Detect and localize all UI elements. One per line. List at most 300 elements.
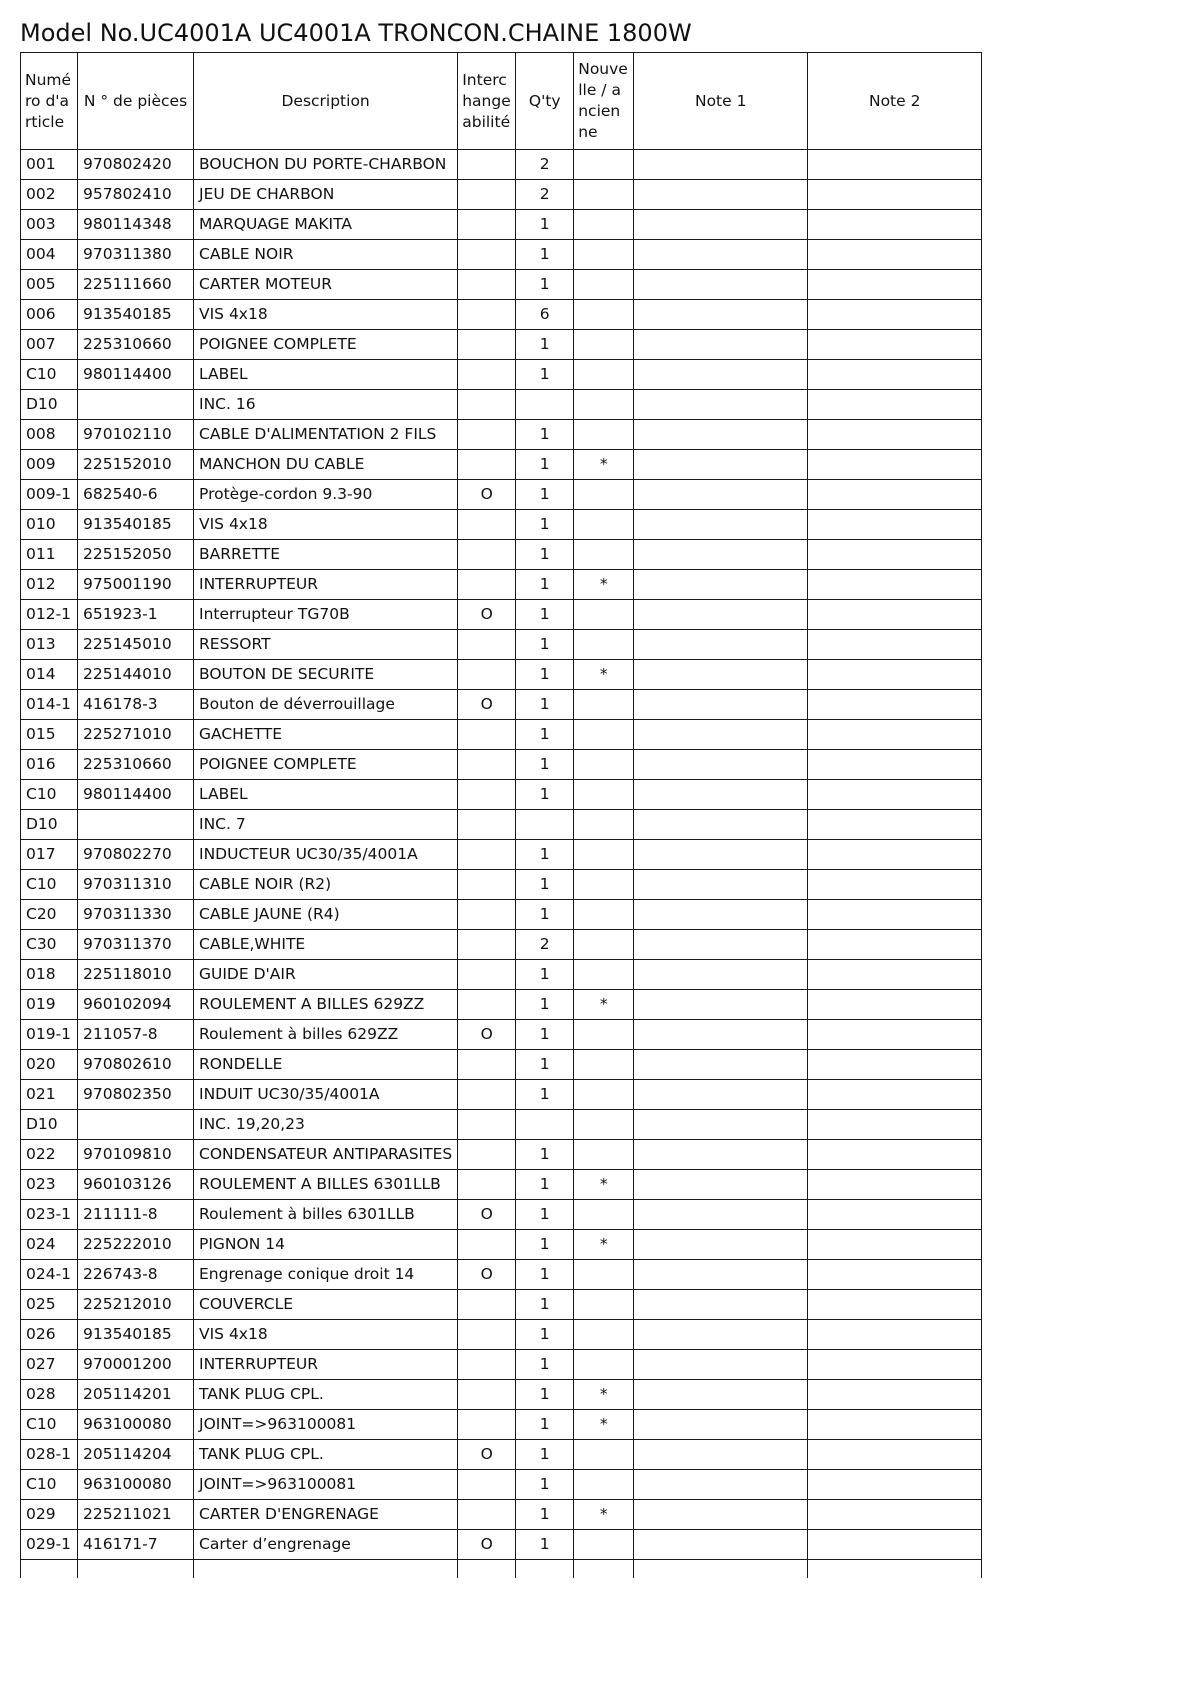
table-row	[21, 480, 982, 510]
interchangeability-cell	[458, 1350, 516, 1380]
interchangeability-cell	[458, 1170, 516, 1200]
item-number-cell: 014-1	[21, 690, 78, 720]
new-old-cell	[574, 1140, 634, 1170]
part-number-cell: 980114348	[78, 210, 194, 240]
new-old-cell: *	[574, 1380, 634, 1410]
quantity-cell: 1	[516, 1530, 574, 1560]
new-old-cell	[574, 1470, 634, 1500]
interchangeability-cell	[458, 660, 516, 690]
part-number-cell: 225211021	[78, 1500, 194, 1530]
quantity-cell: 1	[516, 840, 574, 870]
item-number-cell: 019-1	[21, 1020, 78, 1050]
interchangeability-cell	[458, 900, 516, 930]
note-1-cell	[634, 690, 808, 720]
interchangeability-cell: O	[458, 1440, 516, 1470]
new-old-cell	[574, 300, 634, 330]
note-1-cell	[634, 930, 808, 960]
quantity-cell: 1	[516, 750, 574, 780]
item-number-cell: 028-1	[21, 1440, 78, 1470]
note-2-cell	[808, 330, 982, 360]
quantity-cell: 1	[516, 330, 574, 360]
table-row	[21, 1500, 982, 1530]
table-row	[21, 660, 982, 690]
description-cell: RESSORT	[194, 630, 458, 660]
table-row	[21, 1530, 982, 1560]
part-number-cell: 970311330	[78, 900, 194, 930]
item-number-cell: 027	[21, 1350, 78, 1380]
part-number-cell: 225222010	[78, 1230, 194, 1260]
interchangeability-cell	[458, 420, 516, 450]
note-1-cell	[634, 630, 808, 660]
quantity-cell: 1	[516, 210, 574, 240]
description-cell: VIS 4x18	[194, 510, 458, 540]
description-cell: COUVERCLE	[194, 1290, 458, 1320]
description-cell: POIGNEE COMPLETE	[194, 750, 458, 780]
note-2-cell	[808, 630, 982, 660]
quantity-cell: 1	[516, 420, 574, 450]
note-2-cell	[808, 810, 982, 840]
description-cell: MANCHON DU CABLE	[194, 450, 458, 480]
part-number-cell: 225145010	[78, 630, 194, 660]
interchangeability-cell	[458, 210, 516, 240]
table-row	[21, 870, 982, 900]
description-cell: Roulement à billes 6301LLB	[194, 1200, 458, 1230]
part-number-cell: 651923-1	[78, 600, 194, 630]
part-number-cell: 970311380	[78, 240, 194, 270]
table-row	[21, 690, 982, 720]
new-old-cell	[574, 150, 634, 180]
table-row	[21, 240, 982, 270]
new-old-cell	[574, 810, 634, 840]
table-row	[21, 600, 982, 630]
quantity-cell: 1	[516, 600, 574, 630]
part-number-cell: 970102110	[78, 420, 194, 450]
empty-cell	[78, 1560, 194, 1579]
item-number-cell: 008	[21, 420, 78, 450]
new-old-cell	[574, 1110, 634, 1140]
table-row	[21, 1350, 982, 1380]
quantity-cell	[516, 390, 574, 420]
note-1-cell	[634, 1500, 808, 1530]
note-1-cell	[634, 810, 808, 840]
note-1-cell	[634, 660, 808, 690]
note-1-cell	[634, 1350, 808, 1380]
table-row	[21, 1320, 982, 1350]
header-note-2: Note 2	[808, 53, 982, 150]
parts-table	[20, 52, 982, 1578]
note-2-cell	[808, 420, 982, 450]
quantity-cell: 1	[516, 1440, 574, 1470]
table-row	[21, 570, 982, 600]
table-row	[21, 420, 982, 450]
part-number-cell: 970109810	[78, 1140, 194, 1170]
table-row	[21, 1140, 982, 1170]
item-number-cell: 011	[21, 540, 78, 570]
quantity-cell: 1	[516, 1380, 574, 1410]
part-number-cell: 970001200	[78, 1350, 194, 1380]
note-2-cell	[808, 930, 982, 960]
note-2-cell	[808, 1170, 982, 1200]
description-cell: PIGNON 14	[194, 1230, 458, 1260]
table-row	[21, 1440, 982, 1470]
note-1-cell	[634, 1020, 808, 1050]
note-2-cell	[808, 570, 982, 600]
item-number-cell: 021	[21, 1080, 78, 1110]
quantity-cell: 1	[516, 1260, 574, 1290]
table-row	[21, 450, 982, 480]
quantity-cell: 1	[516, 1290, 574, 1320]
part-number-cell	[78, 1110, 194, 1140]
item-number-cell: 015	[21, 720, 78, 750]
interchangeability-cell	[458, 1380, 516, 1410]
interchangeability-cell	[458, 870, 516, 900]
interchangeability-cell	[458, 510, 516, 540]
item-number-cell: 017	[21, 840, 78, 870]
quantity-cell: 1	[516, 1320, 574, 1350]
interchangeability-cell	[458, 750, 516, 780]
quantity-cell: 1	[516, 690, 574, 720]
part-number-cell: 225310660	[78, 330, 194, 360]
item-number-cell: 023	[21, 1170, 78, 1200]
new-old-cell	[574, 480, 634, 510]
description-cell: RONDELLE	[194, 1050, 458, 1080]
item-number-cell: 023-1	[21, 1200, 78, 1230]
interchangeability-cell	[458, 810, 516, 840]
note-1-cell	[634, 1410, 808, 1440]
item-number-cell: C20	[21, 900, 78, 930]
table-row	[21, 1200, 982, 1230]
note-2-cell	[808, 1050, 982, 1080]
note-2-cell	[808, 690, 982, 720]
quantity-cell: 1	[516, 900, 574, 930]
note-2-cell	[808, 480, 982, 510]
note-1-cell	[634, 570, 808, 600]
note-2-cell	[808, 300, 982, 330]
description-cell: CARTER D'ENGRENAGE	[194, 1500, 458, 1530]
part-number-cell: 970802270	[78, 840, 194, 870]
quantity-cell: 1	[516, 720, 574, 750]
quantity-cell: 1	[516, 780, 574, 810]
table-row	[21, 1230, 982, 1260]
part-number-cell: 970311370	[78, 930, 194, 960]
new-old-cell	[574, 1260, 634, 1290]
item-number-cell: 007	[21, 330, 78, 360]
note-1-cell	[634, 900, 808, 930]
description-cell: Bouton de déverrouillage	[194, 690, 458, 720]
new-old-cell	[574, 1020, 634, 1050]
quantity-cell: 1	[516, 1170, 574, 1200]
table-row	[21, 180, 982, 210]
item-number-cell: 006	[21, 300, 78, 330]
item-number-cell: 004	[21, 240, 78, 270]
quantity-cell: 1	[516, 450, 574, 480]
note-1-cell	[634, 840, 808, 870]
description-cell: CABLE,WHITE	[194, 930, 458, 960]
note-1-cell	[634, 240, 808, 270]
description-cell: CABLE NOIR (R2)	[194, 870, 458, 900]
description-cell: CABLE NOIR	[194, 240, 458, 270]
item-number-cell: 019	[21, 990, 78, 1020]
interchangeability-cell	[458, 990, 516, 1020]
table-row	[21, 1050, 982, 1080]
item-number-cell: 009-1	[21, 480, 78, 510]
quantity-cell: 6	[516, 300, 574, 330]
note-2-cell	[808, 1290, 982, 1320]
new-old-cell	[574, 360, 634, 390]
empty-cell	[194, 1560, 458, 1579]
description-cell: VIS 4x18	[194, 1320, 458, 1350]
note-2-cell	[808, 360, 982, 390]
description-cell: GUIDE D'AIR	[194, 960, 458, 990]
note-1-cell	[634, 750, 808, 780]
description-cell: JOINT=>963100081	[194, 1410, 458, 1440]
description-cell: ROULEMENT A BILLES 6301LLB	[194, 1170, 458, 1200]
new-old-cell: *	[574, 450, 634, 480]
note-2-cell	[808, 1200, 982, 1230]
interchangeability-cell	[458, 450, 516, 480]
table-row	[21, 1110, 982, 1140]
table-row	[21, 630, 982, 660]
item-number-cell: 012	[21, 570, 78, 600]
interchangeability-cell: O	[458, 600, 516, 630]
part-number-cell: 205114204	[78, 1440, 194, 1470]
description-cell: LABEL	[194, 780, 458, 810]
note-1-cell	[634, 1080, 808, 1110]
new-old-cell	[574, 1080, 634, 1110]
item-number-cell: 024-1	[21, 1260, 78, 1290]
part-number-cell: 963100080	[78, 1410, 194, 1440]
item-number-cell: 029	[21, 1500, 78, 1530]
interchangeability-cell	[458, 930, 516, 960]
new-old-cell	[574, 180, 634, 210]
part-number-cell	[78, 810, 194, 840]
quantity-cell: 2	[516, 180, 574, 210]
note-1-cell	[634, 1050, 808, 1080]
quantity-cell: 1	[516, 1200, 574, 1230]
part-number-cell: 957802410	[78, 180, 194, 210]
interchangeability-cell	[458, 360, 516, 390]
note-2-cell	[808, 720, 982, 750]
item-number-cell: 010	[21, 510, 78, 540]
note-2-cell	[808, 1080, 982, 1110]
note-2-cell	[808, 1440, 982, 1470]
table-row	[21, 1260, 982, 1290]
item-number-cell: 020	[21, 1050, 78, 1080]
note-2-cell	[808, 870, 982, 900]
table-row	[21, 960, 982, 990]
description-cell: MARQUAGE MAKITA	[194, 210, 458, 240]
item-number-cell: 022	[21, 1140, 78, 1170]
table-row	[21, 540, 982, 570]
item-number-cell: 014	[21, 660, 78, 690]
part-number-cell: 416178-3	[78, 690, 194, 720]
description-cell: INC. 19,20,23	[194, 1110, 458, 1140]
description-cell: JEU DE CHARBON	[194, 180, 458, 210]
new-old-cell	[574, 240, 634, 270]
part-number-cell: 975001190	[78, 570, 194, 600]
table-row	[21, 1170, 982, 1200]
header-new-old: Nouvelle / ancienne	[574, 53, 634, 150]
part-number-cell: 913540185	[78, 1320, 194, 1350]
item-number-cell: 016	[21, 750, 78, 780]
note-1-cell	[634, 1230, 808, 1260]
note-2-cell	[808, 1410, 982, 1440]
interchangeability-cell: O	[458, 1020, 516, 1050]
part-number-cell: 960102094	[78, 990, 194, 1020]
part-number-cell: 225111660	[78, 270, 194, 300]
note-1-cell	[634, 540, 808, 570]
interchangeability-cell	[458, 330, 516, 360]
interchangeability-cell	[458, 270, 516, 300]
interchangeability-cell	[458, 540, 516, 570]
quantity-cell: 1	[516, 960, 574, 990]
note-1-cell	[634, 870, 808, 900]
table-row	[21, 810, 982, 840]
table-row	[21, 360, 982, 390]
part-number-cell: 970802350	[78, 1080, 194, 1110]
page-title: Model No.UC4001A UC4001A TRONCON.CHAINE 1800W	[20, 19, 692, 47]
quantity-cell: 1	[516, 1020, 574, 1050]
empty-cell	[808, 1560, 982, 1579]
note-2-cell	[808, 1350, 982, 1380]
empty-cell	[21, 1560, 78, 1579]
note-1-cell	[634, 480, 808, 510]
interchangeability-cell: O	[458, 1530, 516, 1560]
header-quantity: Q'ty	[516, 53, 574, 150]
description-cell: CONDENSATEUR ANTIPARASITES	[194, 1140, 458, 1170]
quantity-cell: 1	[516, 1470, 574, 1500]
empty-cell	[516, 1560, 574, 1579]
item-number-cell: 009	[21, 450, 78, 480]
interchangeability-cell	[458, 1410, 516, 1440]
table-row	[21, 1080, 982, 1110]
new-old-cell	[574, 900, 634, 930]
description-cell: INTERRUPTEUR	[194, 570, 458, 600]
new-old-cell: *	[574, 1170, 634, 1200]
part-number-cell: 211111-8	[78, 1200, 194, 1230]
interchangeability-cell	[458, 1140, 516, 1170]
table-row	[21, 1380, 982, 1410]
note-1-cell	[634, 270, 808, 300]
table-row-continuation	[21, 1560, 982, 1579]
interchangeability-cell	[458, 1050, 516, 1080]
description-cell: ROULEMENT A BILLES 629ZZ	[194, 990, 458, 1020]
note-1-cell	[634, 210, 808, 240]
quantity-cell: 1	[516, 270, 574, 300]
table-row	[21, 1020, 982, 1050]
new-old-cell: *	[574, 1410, 634, 1440]
description-cell: JOINT=>963100081	[194, 1470, 458, 1500]
new-old-cell	[574, 630, 634, 660]
note-2-cell	[808, 750, 982, 780]
interchangeability-cell: O	[458, 690, 516, 720]
interchangeability-cell	[458, 1110, 516, 1140]
quantity-cell: 1	[516, 1230, 574, 1260]
item-number-cell: 026	[21, 1320, 78, 1350]
table-row	[21, 780, 982, 810]
table-row	[21, 990, 982, 1020]
new-old-cell: *	[574, 990, 634, 1020]
description-cell: Roulement à billes 629ZZ	[194, 1020, 458, 1050]
item-number-cell: 001	[21, 150, 78, 180]
interchangeability-cell	[458, 180, 516, 210]
interchangeability-cell	[458, 1470, 516, 1500]
note-1-cell	[634, 180, 808, 210]
note-1-cell	[634, 150, 808, 180]
part-number-cell: 225152010	[78, 450, 194, 480]
quantity-cell: 1	[516, 630, 574, 660]
description-cell: CABLE JAUNE (R4)	[194, 900, 458, 930]
description-cell: LABEL	[194, 360, 458, 390]
note-2-cell	[808, 510, 982, 540]
table-header-row	[21, 53, 982, 150]
part-number-cell: 970802420	[78, 150, 194, 180]
item-number-cell: D10	[21, 390, 78, 420]
table-row	[21, 510, 982, 540]
note-2-cell	[808, 990, 982, 1020]
description-cell: Protège-cordon 9.3-90	[194, 480, 458, 510]
part-number-cell: 225310660	[78, 750, 194, 780]
note-1-cell	[634, 780, 808, 810]
new-old-cell: *	[574, 1500, 634, 1530]
item-number-cell: 028	[21, 1380, 78, 1410]
part-number-cell: 226743-8	[78, 1260, 194, 1290]
quantity-cell: 1	[516, 1410, 574, 1440]
interchangeability-cell: O	[458, 480, 516, 510]
new-old-cell	[574, 540, 634, 570]
description-cell: INC. 7	[194, 810, 458, 840]
item-number-cell: C30	[21, 930, 78, 960]
note-2-cell	[808, 840, 982, 870]
description-cell: GACHETTE	[194, 720, 458, 750]
new-old-cell	[574, 750, 634, 780]
part-number-cell: 416171-7	[78, 1530, 194, 1560]
item-number-cell: D10	[21, 810, 78, 840]
item-number-cell: C10	[21, 1470, 78, 1500]
note-2-cell	[808, 240, 982, 270]
note-1-cell	[634, 600, 808, 630]
quantity-cell: 1	[516, 480, 574, 510]
part-number-cell: 970802610	[78, 1050, 194, 1080]
quantity-cell: 1	[516, 1500, 574, 1530]
item-number-cell: C10	[21, 870, 78, 900]
item-number-cell: D10	[21, 1110, 78, 1140]
description-cell: Engrenage conique droit 14	[194, 1260, 458, 1290]
note-1-cell	[634, 1170, 808, 1200]
note-1-cell	[634, 300, 808, 330]
note-2-cell	[808, 780, 982, 810]
quantity-cell: 1	[516, 1050, 574, 1080]
item-number-cell: 005	[21, 270, 78, 300]
part-number-cell: 913540185	[78, 510, 194, 540]
note-1-cell	[634, 450, 808, 480]
table-row	[21, 390, 982, 420]
part-number-cell: 682540-6	[78, 480, 194, 510]
note-2-cell	[808, 540, 982, 570]
interchangeability-cell	[458, 1230, 516, 1260]
quantity-cell: 1	[516, 510, 574, 540]
new-old-cell	[574, 390, 634, 420]
quantity-cell: 1	[516, 1080, 574, 1110]
new-old-cell	[574, 930, 634, 960]
item-number-cell: 029-1	[21, 1530, 78, 1560]
interchangeability-cell	[458, 150, 516, 180]
part-number-cell: 205114201	[78, 1380, 194, 1410]
note-2-cell	[808, 210, 982, 240]
description-cell: BOUTON DE SECURITE	[194, 660, 458, 690]
interchangeability-cell	[458, 960, 516, 990]
description-cell: TANK PLUG CPL.	[194, 1440, 458, 1470]
